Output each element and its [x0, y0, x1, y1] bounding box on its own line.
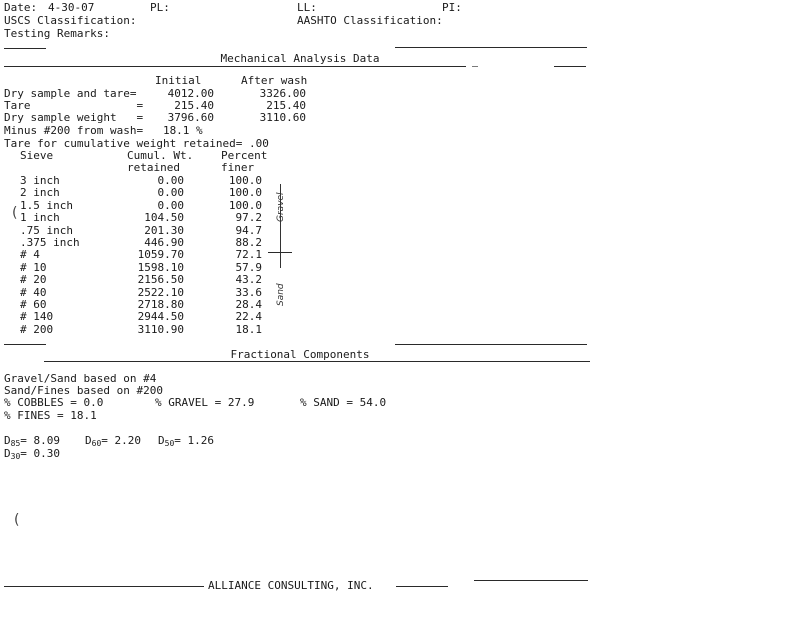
- sieve-retained: 446.90: [144, 236, 184, 249]
- sieve-percent-finer: 33.6: [235, 286, 262, 299]
- weight-row-initial: 4012.00: [167, 87, 214, 100]
- cumul-col-header-2: retained: [127, 161, 180, 174]
- sieve-percent-finer: 100.0: [228, 199, 262, 212]
- weight-row-initial: 215.40: [174, 99, 214, 112]
- d60-value: D60= 2.20: [85, 434, 142, 448]
- pi-label: PI:: [442, 1, 462, 14]
- sieve-size: 3 inch: [20, 174, 60, 187]
- sieve-percent-finer: 100.0: [228, 186, 262, 199]
- d50-value: D50= 1.26: [158, 434, 215, 448]
- rule-mechanical-dash: [472, 66, 478, 67]
- sieve-percent-finer: 28.4: [235, 298, 262, 311]
- rule-right-top: [395, 47, 587, 48]
- rule-mechanical: [4, 66, 466, 67]
- sieve-size: .75 inch: [20, 224, 73, 237]
- sieve-retained: 0.00: [157, 199, 184, 212]
- sieve-retained: 2522.10: [137, 286, 184, 299]
- d30-value: D30= 0.30: [4, 447, 61, 461]
- uscs-label: USCS Classification:: [4, 14, 137, 27]
- rule-left-short-2: [4, 344, 46, 345]
- sieve-percent-finer: 18.1: [235, 323, 262, 336]
- fractional-line2: Sand/Fines based on #200: [4, 384, 163, 397]
- sieve-retained: 2156.50: [137, 273, 184, 286]
- cobbles-value: % COBBLES = 0.0: [4, 396, 104, 409]
- date-label: Date:: [4, 1, 38, 14]
- sieve-size: # 140: [20, 310, 54, 323]
- sieve-retained: 2718.80: [137, 298, 184, 311]
- weight-row-label: Dry sample and tare=: [4, 87, 137, 100]
- handwritten-bracket-mark-2: (: [14, 512, 20, 528]
- annotation-horizontal-tick: [268, 252, 292, 253]
- sieve-col-header: Sieve: [20, 149, 54, 162]
- fractional-line1: Gravel/Sand based on #4: [4, 372, 157, 385]
- company-name: ALLIANCE CONSULTING, INC.: [208, 579, 374, 592]
- rule-right-2: [395, 344, 587, 345]
- col-after-wash: After wash: [241, 74, 308, 87]
- sieve-retained: 3110.90: [137, 323, 184, 336]
- sieve-percent-finer: 22.4: [235, 310, 262, 323]
- sieve-size: # 20: [20, 273, 47, 286]
- rule-fractional: [44, 361, 590, 362]
- fractional-title: Fractional Components: [230, 348, 370, 361]
- sieve-size: 1 inch: [20, 211, 60, 224]
- d85-value: D85= 8.09: [4, 434, 61, 448]
- sieve-retained: 0.00: [157, 186, 184, 199]
- sieve-percent-finer: 94.7: [235, 224, 262, 237]
- sand-value: % SAND = 54.0: [300, 396, 387, 409]
- remarks-label: Testing Remarks:: [4, 27, 110, 40]
- sieve-retained: 1598.10: [137, 261, 184, 274]
- sieve-percent-finer: 57.9: [235, 261, 262, 274]
- sieve-retained: 104.50: [144, 211, 184, 224]
- sieve-percent-finer: 88.2: [235, 236, 262, 249]
- fines-value: % FINES = 18.1: [4, 409, 97, 422]
- sieve-percent-finer: 43.2: [235, 273, 262, 286]
- cumul-col-header: Cumul. Wt.: [127, 149, 194, 162]
- sieve-size: # 4: [20, 248, 40, 261]
- annotation-gravel: Gravel: [276, 192, 286, 222]
- tare-cumulative-line: Tare for cumulative weight retained= .00: [4, 137, 269, 150]
- sieve-size: 2 inch: [20, 186, 60, 199]
- gravel-value: % GRAVEL = 27.9: [155, 396, 255, 409]
- rule-left-short: [4, 48, 46, 49]
- sieve-retained: 0.00: [157, 174, 184, 187]
- pl-label: PL:: [150, 1, 170, 14]
- sieve-percent-finer: 72.1: [235, 248, 262, 261]
- sieve-percent-finer: 100.0: [228, 174, 262, 187]
- sieve-retained: 201.30: [144, 224, 184, 237]
- date-value: 4-30-07: [48, 1, 95, 14]
- footer-rule-left: [4, 586, 204, 587]
- weight-row-label: Tare =: [4, 99, 144, 112]
- sieve-size: .375 inch: [20, 236, 80, 249]
- weight-row-after: 3110.60: [259, 111, 306, 124]
- aashto-label: AASHTO Classification:: [297, 14, 443, 27]
- ll-label: LL:: [297, 1, 317, 14]
- sieve-size: # 200: [20, 323, 54, 336]
- weight-row-label: Dry sample weight =: [4, 111, 144, 124]
- sieve-retained: 2944.50: [137, 310, 184, 323]
- footer-rule-mid: [396, 586, 448, 587]
- weight-row-after: 215.40: [266, 99, 306, 112]
- footer-rule-right: [474, 580, 588, 581]
- col-initial: Initial: [155, 74, 202, 87]
- sieve-size: # 10: [20, 261, 47, 274]
- annotation-sand: Sand: [276, 283, 286, 306]
- percent-col-header: Percent: [221, 149, 268, 162]
- sieve-percent-finer: 97.2: [235, 211, 262, 224]
- weight-row-after: 3326.00: [259, 87, 306, 100]
- weight-row-initial: 3796.60: [167, 111, 214, 124]
- mechanical-title: Mechanical Analysis Data: [220, 52, 380, 65]
- sieve-size: 1.5 inch: [20, 199, 73, 212]
- minus200-line: Minus #200 from wash= 18.1 %: [4, 124, 203, 137]
- handwritten-bracket-mark: (: [12, 205, 18, 221]
- sieve-retained: 1059.70: [137, 248, 184, 261]
- rule-mechanical-right: [554, 66, 586, 67]
- sieve-size: # 60: [20, 298, 47, 311]
- sieve-size: # 40: [20, 286, 47, 299]
- percent-col-header-2: finer: [221, 161, 255, 174]
